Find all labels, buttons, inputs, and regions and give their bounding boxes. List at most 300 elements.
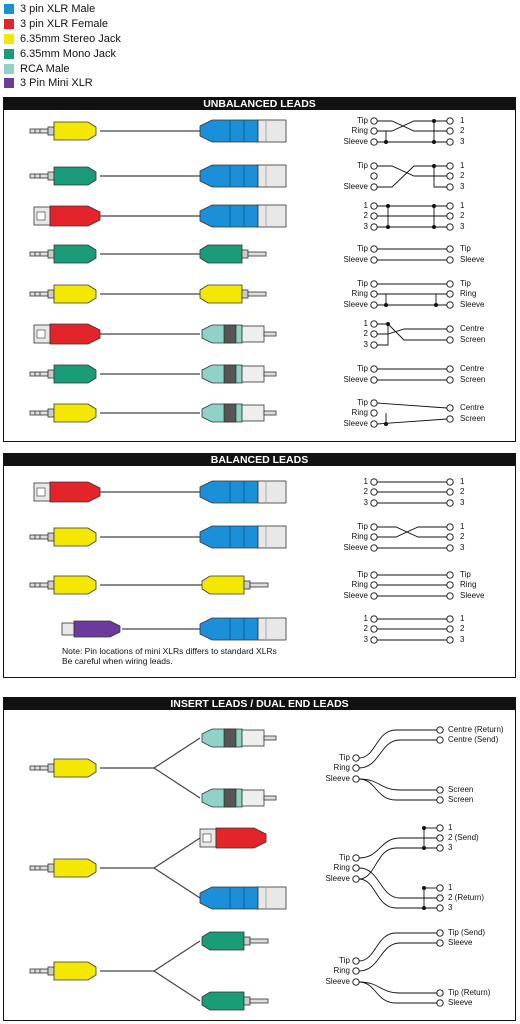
xlr-body [216, 828, 266, 848]
legend-item [4, 46, 121, 61]
panel-title: UNBALANCED LEADS [4, 98, 515, 110]
pin-label: 1 [448, 883, 453, 893]
pin-circle [371, 213, 377, 219]
pin-label: Sleeve [343, 182, 368, 192]
jack-collar [242, 290, 248, 298]
wire [359, 879, 437, 908]
pin-circle [447, 302, 453, 308]
pin-circle [447, 479, 453, 485]
pin-circle [371, 224, 377, 230]
jack-plug-icon [30, 365, 96, 383]
pin-label: Tip [357, 364, 368, 374]
wire [359, 943, 437, 971]
pin-label: Screen [460, 335, 486, 345]
legend-label: 6.35mm Mono Jack [20, 47, 116, 60]
pin-label: Sleeve [343, 300, 368, 310]
pin-label: 1 [363, 201, 368, 211]
jack-collar [48, 127, 54, 135]
lead-row [30, 165, 286, 187]
jack-body [200, 285, 242, 303]
pin-circle [371, 128, 377, 134]
lead-row [30, 932, 268, 1010]
pin-circle [437, 930, 443, 936]
pin-label: 2 [363, 624, 368, 634]
pin-label: Sleeve [448, 938, 473, 948]
pin-circle [437, 885, 443, 891]
junction-dot [384, 140, 388, 144]
wire [377, 121, 447, 131]
jack-plug-icon [30, 759, 96, 777]
pin-circle [437, 895, 443, 901]
pin-label: 3 [460, 182, 465, 192]
pin-label: Tip [357, 522, 368, 532]
jack-body [54, 285, 96, 303]
jack-body [54, 122, 96, 140]
jack-tip [30, 252, 48, 256]
jack-tip [250, 999, 268, 1003]
rca-plug-icon [202, 365, 276, 383]
xlr-male-icon [200, 526, 286, 548]
wire [359, 982, 437, 1003]
rca-pin [264, 372, 276, 376]
wiring-schematic [326, 928, 491, 1007]
pin-circle [353, 765, 359, 771]
pin-circle [447, 139, 453, 145]
pin-label: Ring [351, 289, 368, 299]
jack-tip [250, 939, 268, 943]
pin-circle [371, 534, 377, 540]
wire [359, 933, 437, 961]
pin-label: Sleeve [448, 998, 473, 1008]
pin-circle [447, 405, 453, 411]
pin-circle [371, 302, 377, 308]
pin-label: Tip [357, 398, 368, 408]
lead-row [30, 245, 266, 263]
junction-dot [384, 422, 388, 426]
pin-label: Tip [357, 161, 368, 171]
pin-circle [353, 968, 359, 974]
xlr-body [200, 120, 258, 142]
legend [4, 2, 121, 91]
wiring-schematic [364, 201, 465, 231]
wire [377, 527, 447, 537]
xlr-female-icon [200, 828, 266, 848]
junction-dot [432, 140, 436, 144]
jack-plug-icon [30, 528, 96, 546]
pin-circle [371, 342, 377, 348]
pin-label: 2 [363, 329, 368, 339]
pin-circle [437, 835, 443, 841]
pin-circle [371, 291, 377, 297]
pin-circle [371, 257, 377, 263]
lead-row [34, 324, 276, 344]
legend-swatch [4, 4, 14, 14]
junction-dot [432, 225, 436, 229]
jack-body [200, 245, 242, 263]
xlr-male-icon [200, 887, 286, 909]
pin-label: Ring [460, 289, 477, 299]
pin-circle [353, 855, 359, 861]
wire [377, 403, 447, 408]
wire [377, 527, 447, 537]
pin-label: Tip [460, 279, 471, 289]
pin-label: Sleeve [325, 774, 350, 784]
pin-circle [371, 489, 377, 495]
cable [154, 868, 200, 898]
wiring-schematic [326, 725, 504, 804]
pin-label: Centre [460, 324, 485, 334]
cable [154, 838, 200, 868]
pin-label: Sleeve [343, 419, 368, 429]
pin-label: Screen [448, 795, 474, 805]
pin-circle [437, 940, 443, 946]
pin-label: Screen [460, 375, 486, 385]
pin-circle [371, 572, 377, 578]
pin-label: Sleeve [343, 591, 368, 601]
jack-plug-icon [30, 404, 96, 422]
legend-swatch [4, 78, 14, 88]
pin-label: 2 [460, 532, 465, 542]
xlr-body [200, 165, 258, 187]
pin-circle [447, 582, 453, 588]
wire [377, 324, 388, 345]
rca-sleeve [242, 405, 264, 421]
rca-pin [264, 736, 276, 740]
jack-tip [248, 292, 266, 296]
legend-item [4, 17, 121, 32]
pin-label: Ring [351, 408, 368, 418]
jack-collar [48, 250, 54, 258]
pin-circle [371, 377, 377, 383]
jack-collar [244, 937, 250, 945]
pin-label: 1 [363, 614, 368, 624]
xlr-body [200, 526, 258, 548]
jack-collar [48, 967, 54, 975]
panel-title: INSERT LEADS / DUAL END LEADS [4, 698, 515, 710]
pin-circle [447, 173, 453, 179]
pin-circle [447, 626, 453, 632]
rca-pin [264, 332, 276, 336]
jack-body [54, 365, 96, 383]
pin-circle [371, 410, 377, 416]
pin-circle [371, 593, 377, 599]
pin-circle [447, 593, 453, 599]
pin-label: Ring [333, 966, 350, 976]
pin-label: Sleeve [325, 977, 350, 987]
xlr-shell [258, 120, 286, 142]
legend-item [4, 2, 121, 17]
pin-circle [371, 479, 377, 485]
pin-label: Centre (Send) [448, 735, 499, 745]
pin-circle [353, 979, 359, 985]
xlr-body [50, 482, 100, 502]
pin-label: 2 [460, 624, 465, 634]
lead-row [30, 285, 266, 303]
pin-label: 2 [363, 211, 368, 221]
wire [434, 166, 447, 187]
jack-collar [48, 864, 54, 872]
wiring-schematic [344, 161, 465, 191]
jack-tip [30, 411, 48, 415]
jack-collar [48, 764, 54, 772]
lead-row [34, 205, 286, 227]
mini-body [74, 621, 120, 637]
jack-body [54, 528, 96, 546]
pin-circle [437, 787, 443, 793]
pin-circle [371, 118, 377, 124]
legend-swatch [4, 49, 14, 59]
pin-label: 3 [460, 635, 465, 645]
jack-body [54, 859, 96, 877]
wiring-schematic [344, 116, 465, 146]
wire [359, 982, 437, 993]
pin-circle [447, 326, 453, 332]
jack-collar [244, 997, 250, 1005]
wiring-schematic [364, 614, 465, 644]
pin-label: 2 [460, 487, 465, 497]
pin-circle [371, 331, 377, 337]
xlr-shell [258, 618, 286, 640]
pin-circle [353, 755, 359, 761]
xlr-face [37, 212, 45, 220]
xlr-female-icon [34, 482, 100, 502]
pin-circle [371, 400, 377, 406]
xlr-face [37, 330, 45, 338]
pin-circle [447, 545, 453, 551]
pin-label: 1 [460, 161, 465, 171]
lead-row [34, 481, 286, 503]
pin-circle [447, 281, 453, 287]
legend-swatch [4, 64, 14, 74]
junction-dot [384, 303, 388, 307]
xlr-female-icon [34, 324, 100, 344]
junction-dot [432, 164, 436, 168]
pin-circle [371, 281, 377, 287]
rca-plug-icon [202, 325, 276, 343]
jack-collar [244, 581, 250, 589]
wiring-schematic [364, 319, 486, 349]
pin-circle [447, 337, 453, 343]
jack-body [54, 962, 96, 980]
pin-label: Ring [333, 863, 350, 873]
wire [359, 740, 437, 768]
jack-plug-icon [30, 285, 96, 303]
pin-circle [437, 737, 443, 743]
pin-label: 3 [363, 222, 368, 232]
pin-label: 1 [460, 116, 465, 126]
xlr-body [200, 887, 258, 909]
pin-label: Tip [357, 116, 368, 126]
jack-body [202, 992, 244, 1010]
pin-label: 3 [363, 635, 368, 645]
jack-collar [48, 172, 54, 180]
jack-body [54, 576, 96, 594]
jack-plug-icon [202, 576, 268, 594]
pin-circle [447, 118, 453, 124]
xlr-body [50, 324, 100, 344]
pin-circle [353, 865, 359, 871]
mini-xlr-icon [62, 621, 120, 637]
jack-plug-icon [200, 285, 266, 303]
pin-label: 1 [363, 319, 368, 329]
pin-circle [437, 845, 443, 851]
pin-circle [371, 582, 377, 588]
junction-dot [386, 204, 390, 208]
pin-label: 3 [363, 340, 368, 350]
lead-row [30, 365, 276, 383]
note-line: Note: Pin locations of mini XLRs differs to standard XLRs [62, 646, 277, 656]
wiring-schematic [344, 364, 486, 384]
jack-collar [48, 370, 54, 378]
pin-label: Sleeve [343, 375, 368, 385]
pin-circle [447, 163, 453, 169]
pin-circle [371, 203, 377, 209]
pin-label: Sleeve [460, 255, 485, 265]
legend-item [4, 76, 121, 91]
pin-label: 1 [460, 477, 465, 487]
cable [154, 941, 200, 971]
pin-circle [437, 990, 443, 996]
pin-label: Tip (Return) [448, 988, 491, 998]
rca-pin [264, 796, 276, 800]
pin-label: 3 [448, 843, 453, 853]
pin-circle [371, 366, 377, 372]
legend-label: 3 Pin Mini XLR [20, 77, 93, 90]
pin-label: 2 [460, 126, 465, 136]
pin-circle [371, 626, 377, 632]
pin-label: 2 [460, 171, 465, 181]
wire [377, 166, 447, 187]
pin-label: Ring [460, 580, 477, 590]
wire [359, 779, 437, 800]
junction-dot [422, 906, 426, 910]
pin-label: Tip (Send) [448, 928, 486, 938]
rca-sleeve [242, 366, 264, 382]
wiring-schematic [344, 279, 485, 309]
wiring-schematic [344, 522, 465, 552]
pin-label: 3 [460, 498, 465, 508]
jack-tip [30, 969, 48, 973]
pin-label: Sleeve [325, 874, 350, 884]
pin-circle [371, 139, 377, 145]
pin-circle [447, 213, 453, 219]
pin-label: Tip [339, 956, 350, 966]
xlr-face [37, 488, 45, 496]
jack-plug-icon [30, 859, 96, 877]
pin-circle [447, 572, 453, 578]
pin-circle [437, 797, 443, 803]
pin-label: Screen [460, 414, 486, 424]
pin-label: Tip [357, 570, 368, 580]
rca-sleeve [242, 790, 264, 806]
junction-dot [386, 225, 390, 229]
rca-plug-icon [202, 729, 276, 747]
pin-label: Ring [333, 763, 350, 773]
pin-label: Sleeve [343, 137, 368, 147]
jack-plug-icon [30, 576, 96, 594]
insert-diagram [4, 711, 514, 1021]
pin-label: Ring [351, 126, 368, 136]
xlr-female-icon [34, 206, 100, 226]
pin-circle [447, 224, 453, 230]
pin-circle [447, 524, 453, 530]
pin-label: 2 (Return) [448, 893, 485, 903]
lead-row [30, 828, 286, 909]
wiring-schematic [344, 570, 485, 600]
wiring-schematic [344, 398, 486, 428]
xlr-shell [258, 205, 286, 227]
pin-circle [353, 876, 359, 882]
legend-label: 6.35mm Stereo Jack [20, 32, 121, 45]
pin-label: 3 [460, 543, 465, 553]
jack-body [54, 167, 96, 185]
pin-label: 1 [363, 477, 368, 487]
pin-circle [371, 184, 377, 190]
pin-circle [371, 246, 377, 252]
pin-label: Tip [357, 244, 368, 254]
unbalanced-panel [3, 97, 516, 442]
jack-collar [48, 533, 54, 541]
pin-label: Sleeve [343, 543, 368, 553]
pin-circle [371, 545, 377, 551]
pin-circle [447, 416, 453, 422]
cable [154, 738, 200, 768]
pin-label: 2 [460, 211, 465, 221]
pin-label: 2 (Send) [448, 833, 479, 843]
rca-sleeve [242, 326, 264, 342]
pin-label: Sleeve [343, 255, 368, 265]
pin-label: Centre [460, 403, 485, 413]
jack-tip [30, 292, 48, 296]
junction-dot [432, 204, 436, 208]
pin-circle [437, 1000, 443, 1006]
rca-grip [224, 404, 236, 422]
pin-label: 1 [460, 614, 465, 624]
jack-collar [48, 409, 54, 417]
xlr-body [200, 618, 258, 640]
pin-circle [447, 489, 453, 495]
wiring-schematic [344, 244, 485, 264]
xlr-face [203, 834, 211, 842]
pin-label: Tip [339, 853, 350, 863]
pin-circle [371, 524, 377, 530]
pin-label: 1 [448, 823, 453, 833]
pin-circle [371, 500, 377, 506]
cable [154, 768, 200, 798]
pin-label: Tip [460, 244, 471, 254]
pin-circle [447, 291, 453, 297]
mini-xlr-note [62, 646, 362, 666]
jack-body [54, 245, 96, 263]
rca-grip [224, 729, 236, 747]
jack-tip [30, 766, 48, 770]
pin-circle [371, 616, 377, 622]
pin-label: Sleeve [460, 591, 485, 601]
cable [154, 971, 200, 1001]
pin-circle [447, 128, 453, 134]
wire [359, 779, 437, 790]
pin-label: Centre [460, 364, 485, 374]
xlr-male-icon [200, 120, 286, 142]
rca-pin [264, 411, 276, 415]
legend-swatch [4, 19, 14, 29]
jack-collar [48, 290, 54, 298]
wire [359, 730, 437, 758]
jack-tip [30, 535, 48, 539]
pin-circle [447, 637, 453, 643]
pin-label: Ring [351, 580, 368, 590]
pin-circle [447, 184, 453, 190]
